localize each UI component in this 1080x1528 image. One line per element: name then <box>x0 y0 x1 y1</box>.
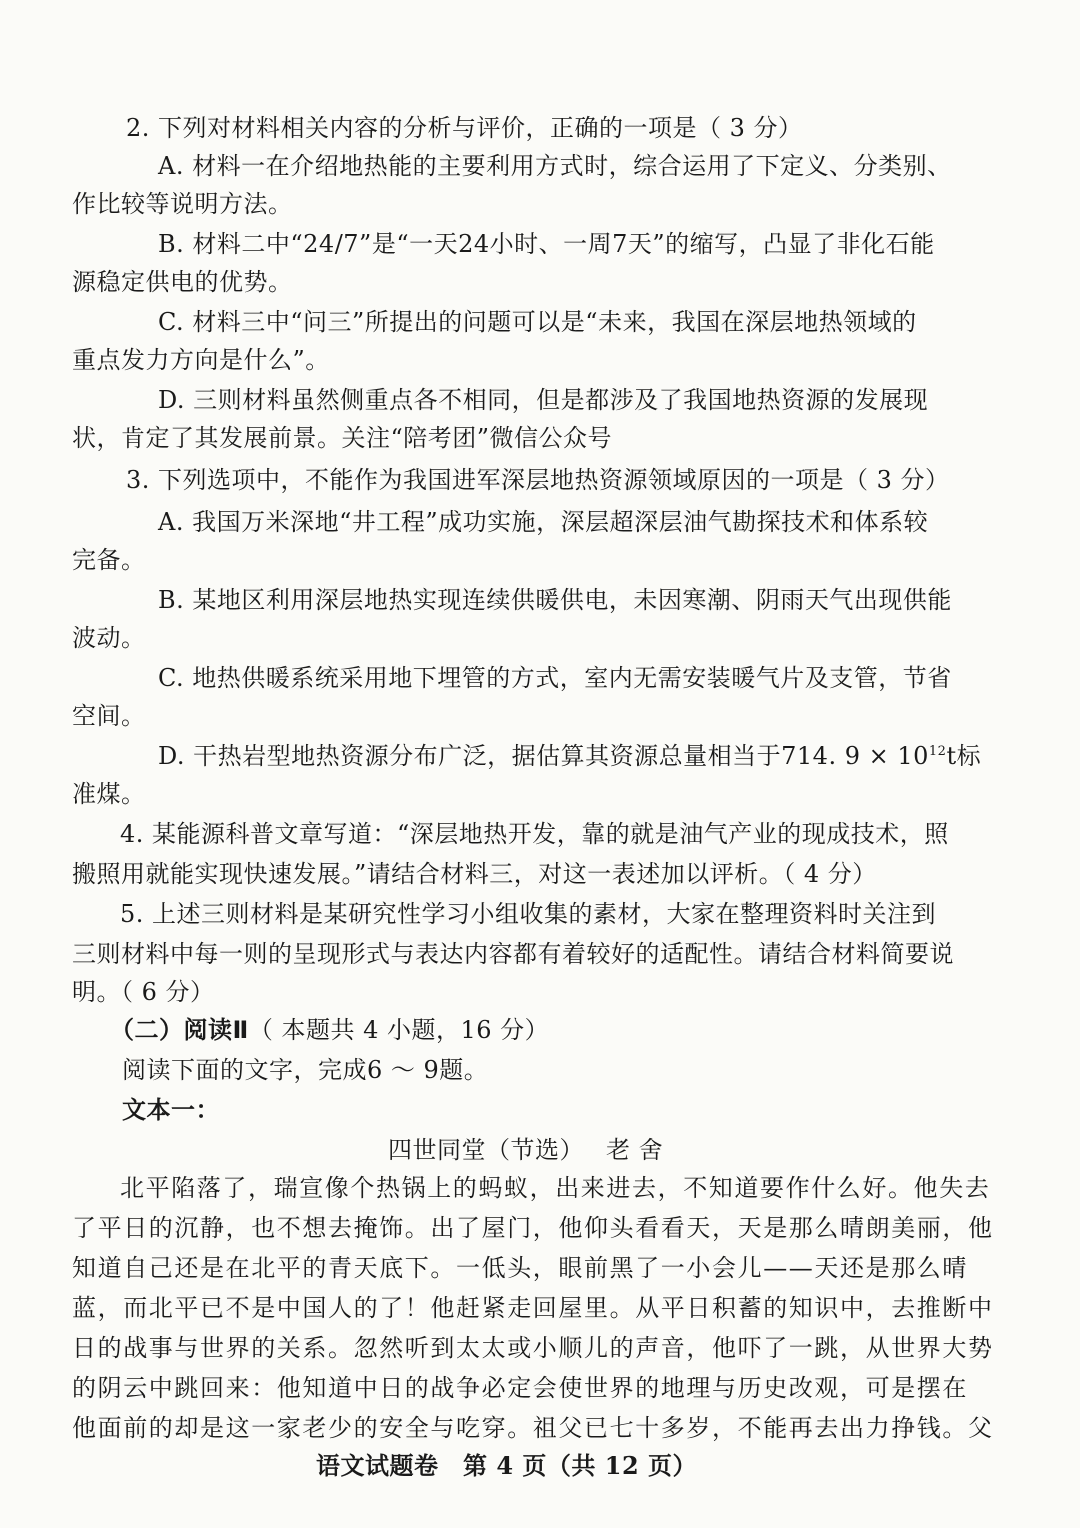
q3-option-c-line2: 空间。 <box>72 702 146 730</box>
q2-option-a-line1: A. 材料一在介绍地热能的主要利用方式时，综合运用了下定义、分类别、 <box>158 152 952 180</box>
q3-option-d-line2: 准煤。 <box>72 780 146 808</box>
page-footer: 语文试题卷 第 4 页（共 12 页） <box>316 1451 698 1480</box>
q2-option-a-line2: 作比较等说明方法。 <box>72 190 293 218</box>
q2-option-d-line1: D. 三则材料虽然侧重点各不相同，但是都涉及了我国地热资源的发展现 <box>158 386 929 414</box>
q5-line2: 三则材料中每一则的呈现形式与表达内容都有着较好的适配性。请结合材料简要说 <box>72 940 954 968</box>
section-title-rest: （ 本题共 4 小题，16 分） <box>248 1016 550 1044</box>
q2-option-c-line2: 重点发力方向是什么”。 <box>72 346 330 374</box>
q3-option-b-line1: B. 某地区利用深层地热实现连续供暖供电，未因寒潮、阴雨天气出现供能 <box>158 586 952 614</box>
q5-line1: 5. 上述三则材料是某研究性学习小组收集的素材，大家在整理资料时关注到 <box>120 900 937 928</box>
passage-author: 老 舍 <box>606 1136 664 1164</box>
passage-line-5: 日的战事与世界的关系。忽然听到太太或小顺儿的声音，他吓了一跳，从世界大势 <box>72 1334 994 1362</box>
q2-stem: 2. 下列对材料相关内容的分析与评价，正确的一项是（ 3 分） <box>126 114 803 142</box>
q2-option-c-line1: C. 材料三中“问三”所提出的问题可以是“未来，我国在深层地热领域的 <box>158 308 917 336</box>
passage-line-4: 蓝，而北平已不是中国人的了！他赶紧走回屋里。从平日积蓄的知识中，去推断中 <box>72 1294 994 1322</box>
q3-d-text: D. 干热岩型地热资源分布广泛，据估算其资源总量相当于714. 9 × 10 <box>158 742 929 770</box>
q5-line3: 明。（ 6 分） <box>72 978 215 1006</box>
passage-line-7: 他面前的却是这一家老少的安全与吃穿。祖父已七十多岁，不能再去出力挣钱。父 <box>72 1414 994 1442</box>
q2-option-d-line2: 状，肯定了其发展前景。关注“陪考团”微信公众号 <box>72 424 613 452</box>
passage-title: 四世同堂（节选） <box>388 1136 584 1164</box>
section-title-bold: （二）阅读Ⅱ <box>110 1016 249 1044</box>
q4-line2: 搬照用就能实现快速发展。”请结合材料三，对这一表述加以评析。（ 4 分） <box>72 860 877 888</box>
q3-option-c-line1: C. 地热供暖系统采用地下埋管的方式，室内无需安装暖气片及支管，节省 <box>158 664 952 692</box>
q3-d-unit: t标 <box>946 742 982 770</box>
passage-line-1: 北平陷落了，瑞宣像个热锅上的蚂蚁，出来进去，不知道要作什么好。他失去 <box>120 1174 991 1202</box>
passage-line-3: 知道自己还是在北平的青天底下。一低头，眼前黑了一小会儿——天还是那么晴 <box>72 1254 968 1282</box>
q2-option-b-line2: 源稳定供电的优势。 <box>72 268 293 296</box>
section-title <box>110 1014 549 1046</box>
section-instruction: 阅读下面的文字，完成6 ～ 9题。 <box>122 1056 489 1084</box>
q3-option-a-line2: 完备。 <box>72 546 146 574</box>
q3-d-exponent: 12 <box>928 744 947 759</box>
passage-line-2: 了平日的沉静，也不想去掩饰。出了屋门，他仰头看看天，天是那么晴朗美丽，他 <box>72 1214 994 1242</box>
q4-line1: 4. 某能源科普文章写道：“深层地热开发，靠的就是油气产业的现成技术，照 <box>120 820 949 848</box>
q3-stem: 3. 下列选项中，不能作为我国进军深层地热资源领域原因的一项是（ 3 分） <box>126 466 950 494</box>
passage-line-6: 的阴云中跳回来：他知道中日的战争必定会使世界的地理与历史改观，可是摆在 <box>72 1374 968 1402</box>
passage-heading <box>388 1134 663 1166</box>
q2-option-b-line1: B. 材料二中“24/7”是“一天24小时、一周7天”的缩写，凸显了非化石能 <box>158 230 935 258</box>
q3-option-d-line1 <box>158 740 981 772</box>
text-one-label: 文本一： <box>122 1096 220 1124</box>
q3-option-b-line2: 波动。 <box>72 624 146 652</box>
q3-option-a-line1: A. 我国万米深地“井工程”成功实施，深层超深层油气勘探技术和体系较 <box>158 508 929 536</box>
